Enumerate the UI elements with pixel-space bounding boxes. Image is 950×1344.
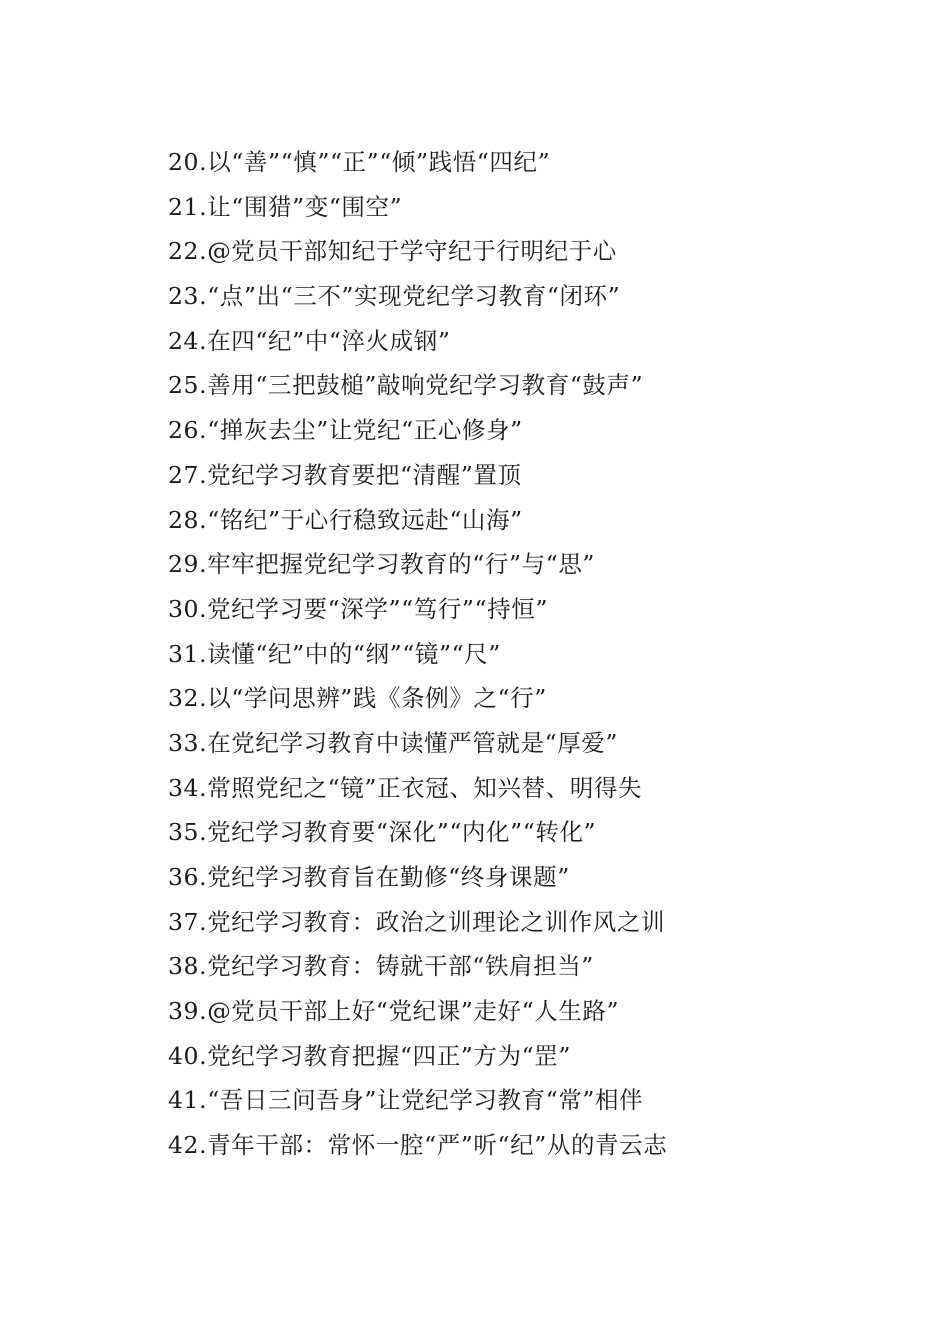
item-number: 26. bbox=[168, 416, 208, 445]
item-number: 32. bbox=[168, 684, 208, 713]
item-text: 读懂“纪”中的“纲”“镜”“尺” bbox=[207, 639, 501, 668]
item-text: “铭纪”于心行稳致远赴“山海” bbox=[207, 505, 523, 534]
item-text: 在党纪学习教育中读懂严管就是“厚爱” bbox=[207, 728, 619, 757]
list-item bbox=[168, 632, 667, 677]
list-item bbox=[168, 721, 667, 766]
list-item bbox=[168, 944, 667, 989]
item-number: 27. bbox=[168, 460, 208, 489]
item-number: 40. bbox=[168, 1041, 208, 1070]
item-text: “点”出“三不”实现党纪学习教育“闭环” bbox=[207, 282, 621, 311]
list-item bbox=[168, 274, 667, 319]
item-number: 39. bbox=[168, 997, 208, 1026]
item-number: 22. bbox=[168, 237, 208, 266]
item-text: 让“围猎”变“围空” bbox=[207, 192, 403, 221]
item-number: 35. bbox=[168, 818, 208, 847]
list-item bbox=[168, 676, 667, 721]
item-number: 34. bbox=[168, 773, 208, 802]
item-text: 以“善”“慎”“正”“倾”践悟“四纪” bbox=[207, 148, 551, 176]
list-item bbox=[168, 363, 667, 408]
item-text: 牢牢把握党纪学习教育的“行”与“思” bbox=[207, 550, 596, 579]
item-number: 36. bbox=[168, 863, 208, 891]
list-item bbox=[168, 1034, 667, 1079]
list-item bbox=[168, 1078, 667, 1123]
item-number: 42. bbox=[168, 1131, 208, 1160]
item-text: 党纪学习教育要把“清醒”置顶 bbox=[207, 460, 522, 489]
item-text: “吾日三问吾身”让党纪学习教育“常”相伴 bbox=[207, 1086, 644, 1115]
item-text: “掸灰去尘”让党纪“正心修身” bbox=[207, 416, 523, 445]
item-number: 31. bbox=[168, 639, 208, 668]
item-text: 党纪学习教育：政治之训理论之训作风之训 bbox=[207, 907, 666, 936]
item-number: 38. bbox=[168, 952, 208, 981]
item-text: 常照党纪之“镜”正衣冠、知兴替、明得失 bbox=[207, 773, 643, 802]
item-text: 党纪学习教育：铸就干部“铁肩担当” bbox=[207, 952, 594, 981]
item-number: 33. bbox=[168, 728, 208, 757]
item-number: 21. bbox=[168, 192, 208, 221]
item-number: 20. bbox=[168, 148, 208, 176]
item-text: 党纪学习教育要“深化”“内化”“转化” bbox=[207, 818, 597, 847]
list-item bbox=[168, 408, 667, 453]
item-text: 善用“三把鼓槌”敲响党纪学习教育“鼓声” bbox=[207, 371, 644, 400]
list-item bbox=[168, 989, 667, 1034]
item-number: 28. bbox=[168, 505, 208, 534]
list-item bbox=[168, 1123, 667, 1168]
item-text: 党纪学习要“深学”“笃行”“持恒” bbox=[207, 594, 548, 623]
list-item bbox=[168, 810, 667, 855]
item-number: 23. bbox=[168, 282, 208, 311]
list-item bbox=[168, 900, 667, 945]
list-item bbox=[168, 587, 667, 632]
list-item bbox=[168, 855, 667, 900]
item-number: 41. bbox=[168, 1086, 208, 1115]
item-text: 党纪学习教育旨在勤修“终身课题” bbox=[207, 863, 570, 891]
item-number: 30. bbox=[168, 594, 208, 623]
list-item bbox=[168, 766, 667, 811]
item-text: 在四“纪”中“淬火成钢” bbox=[207, 326, 451, 355]
item-number: 24. bbox=[168, 326, 208, 355]
item-number: 25. bbox=[168, 371, 208, 400]
item-text: 青年干部：常怀一腔“严”听“纪”从的青云志 bbox=[207, 1131, 668, 1160]
list-item bbox=[168, 542, 667, 587]
item-text: @党员干部上好“党纪课”走好“人生路” bbox=[207, 997, 620, 1026]
list-item bbox=[168, 319, 667, 364]
item-number: 37. bbox=[168, 907, 208, 936]
list-item bbox=[168, 453, 667, 498]
list-item bbox=[168, 185, 667, 230]
item-number: 29. bbox=[168, 550, 208, 579]
list-item bbox=[168, 140, 667, 185]
item-text: @党员干部知纪于学守纪于行明纪于心 bbox=[207, 237, 617, 266]
item-text: 以“学问思辨”践《条例》之“行” bbox=[207, 684, 547, 713]
item-text: 党纪学习教育把握“四正”方为“罡” bbox=[207, 1041, 571, 1070]
list-item bbox=[168, 229, 667, 274]
title-list bbox=[168, 140, 667, 1168]
list-item bbox=[168, 498, 667, 543]
